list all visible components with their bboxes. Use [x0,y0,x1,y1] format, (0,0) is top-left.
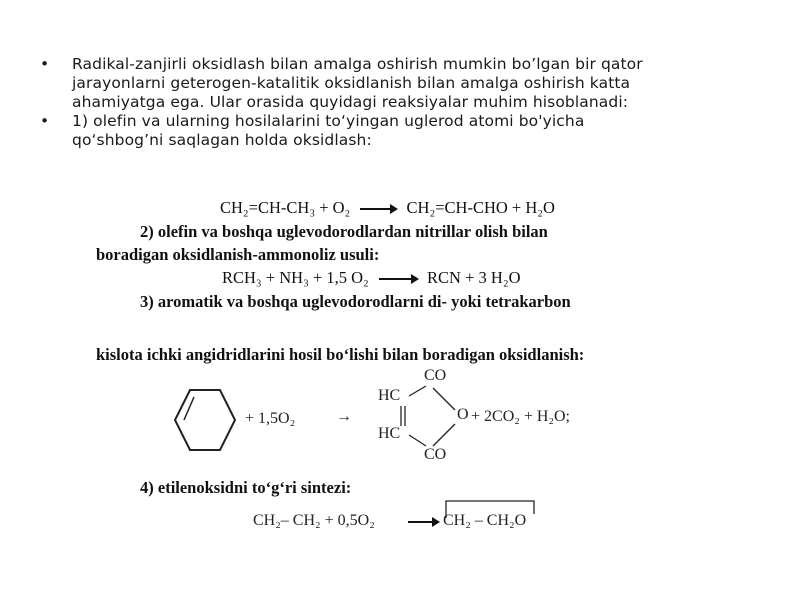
reaction-3-reagent: + 1,5O₂ [245,410,296,427]
bullet-2-line-2: qo‘shbog’ni saqlagan holda oksidlash: [72,131,372,149]
reaction-2 [222,268,521,288]
bullet-marker: • [40,55,50,73]
reaction-1-left: CH₂=CH-CH₃ + O₂ [220,198,351,217]
co-top-label: CO [424,367,447,384]
reaction-2-right: RCN + 3 H₂O [427,268,521,287]
hc-top-label: HC [378,387,401,404]
reaction-arrow [379,278,417,280]
benzene-ring-icon [170,385,240,455]
reaction-4-left: CH₂– CH₂ + 0,5O₂ [253,512,375,529]
bullet-item-2 [40,112,740,150]
bullet-1-line-1: Radikal-zanjirli oksidlash bilan amalga oshirish mumkin bo’lgan bir qator [72,55,643,73]
section-4-line-1: 4) etilenoksidni to‘g‘ri sintezi: [140,478,352,497]
reaction-1 [220,198,555,218]
bullet-list [40,55,740,150]
bullet-1-line-3: ahamiyatga ega. Ular orasida quyidagi reaksiyalar muhim hisoblanadi: [72,93,629,111]
hc-bottom-label: HC [378,425,401,442]
co-bottom-label: CO [424,446,447,463]
bullet-item-1 [40,55,740,112]
reaction-3-arrow: → [336,408,352,425]
bullet-1-line-2: jarayonlarni geterogen-katalitik oksidlanish bilan amalga oshirish katta [72,74,631,92]
reaction-1-right: CH₂=CH-CHO + H₂O [406,198,555,217]
section-3-line-1: 3) aromatik va boshqa uglevodorodlarni di- yoki tetrakarbon [140,292,571,311]
reaction-3-products: + 2CO₂ + H₂O; [471,408,570,425]
section-2-line-1: 2) olefin va boshqa uglevodorodlardan nitrillar olish bilan [140,222,548,241]
section-2-line-2: boradigan oksidlanish-ammonoliz usuli: [96,245,380,264]
section-3-line-2: kislota ichki angidridlarini hosil bo‘lishi bilan boradigan oksidlanish: [96,345,585,364]
reaction-arrow [360,208,396,210]
ring-oxygen-label: O [457,406,469,423]
reaction-4-right: CH₂ – CH₂O [443,512,527,529]
bullet-marker: • [40,112,50,130]
bullet-2-line-1: 1) olefin va ularning hosilalarini to‘yingan uglerod atomi bo'yicha [72,112,585,130]
reaction-arrow [408,521,438,523]
reaction-2-left: RCH₃ + NH₃ + 1,5 O₂ [222,268,369,287]
maleic-anhydride-bonds-icon [395,380,470,455]
